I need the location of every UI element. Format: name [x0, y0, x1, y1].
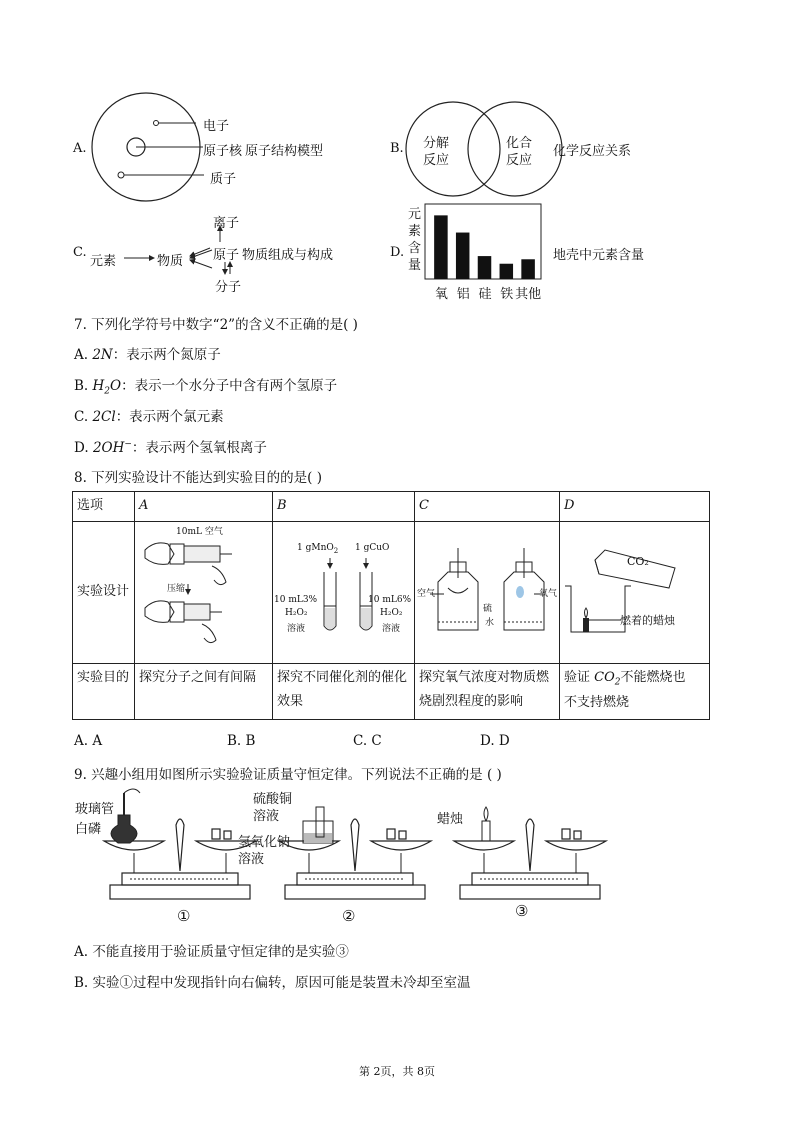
- label-element: 元素: [90, 254, 117, 269]
- chart-ylabel-1: 元: [408, 207, 422, 222]
- q8-stem: 8. 下列实验设计不能达到实验目的的是( ): [74, 470, 322, 486]
- chart-ylabel-3: 含: [408, 241, 422, 256]
- fig1-glass-tube: 玻璃管: [75, 802, 115, 817]
- balance-2-weight-1: [387, 829, 395, 839]
- option-a-letter: A.: [73, 141, 87, 156]
- fig-d-gas: CO₂: [627, 555, 649, 568]
- venn-title: 化学反应关系: [553, 144, 632, 159]
- bar-category-label: 氧: [434, 287, 448, 302]
- atom-model-diagram: [91, 89, 211, 209]
- header-b: B: [273, 492, 415, 522]
- goal-d: 验证 $CO_2$不能燃烧也 不支持燃烧: [560, 663, 710, 719]
- fig2-cuso4-1: 硫酸铜: [253, 792, 293, 807]
- bar-category-label: 其他: [515, 287, 542, 302]
- option-b-letter: B.: [390, 141, 404, 156]
- q7-stem: 7. 下列化学符号中数字“2”的含义不正确的是( ): [74, 317, 358, 333]
- row-goal-label: 实验目的: [73, 663, 135, 719]
- chart-title: 地壳中元素含量: [553, 248, 645, 263]
- venn-right-line1: 化合: [506, 136, 533, 151]
- goal-c: 探究氧气浓度对物质燃烧剧烈程度的影响: [415, 663, 560, 719]
- header-c: C: [415, 492, 560, 522]
- q9-option-b: B. 实验①过程中发现指针向右偏转，原因可能是装置未冷却至室温: [74, 975, 471, 991]
- balance-1-weight-2: [224, 831, 231, 839]
- fig-c-sulfur: 硫: [483, 604, 493, 614]
- label-atom-model-title: 原子结构模型: [245, 144, 324, 159]
- gas-bottles-figure: [430, 548, 550, 638]
- label-ion: 离子: [213, 216, 240, 231]
- fig-c-oxygen: 氧气: [539, 589, 558, 599]
- label-nucleus: 原子核: [203, 144, 243, 159]
- header-d: D: [560, 492, 710, 522]
- fig3-candle: 蜡烛: [437, 812, 464, 827]
- electron-dot: [154, 121, 159, 126]
- header-a: A: [135, 492, 273, 522]
- balance-2-right-pan: [371, 841, 431, 850]
- fig-b-right-bottom-2: H₂O₂: [380, 608, 403, 618]
- bar-4: [521, 259, 535, 279]
- label-atom: 原子: [213, 248, 240, 263]
- bar-category-label: 硅: [478, 287, 492, 302]
- balance-3-pointer: [526, 819, 534, 871]
- composition-arrows: [110, 210, 260, 300]
- fig-d-candle: 燃着的蜡烛: [620, 614, 675, 627]
- bar-category-label: 铁: [500, 287, 514, 302]
- q8-answer-a: A. A: [74, 733, 103, 749]
- q9-stem: 9. 兴趣小组用如图所示实验验证质量守恒定律。下列说法不正确的是 ( ): [74, 767, 502, 783]
- fig-b-left-top: 1 gMnO$_2$: [297, 543, 339, 555]
- fig3-number: ③: [515, 902, 529, 920]
- label-proton: 质子: [210, 172, 237, 187]
- balance-1-weight-1: [212, 829, 220, 839]
- bar-1: [456, 233, 470, 279]
- fig-b-right-top: 1 gCuO: [355, 543, 390, 553]
- label-molecule: 分子: [215, 280, 242, 295]
- chart-ylabel-4: 量: [408, 258, 422, 273]
- q9-option-a: A. 不能直接用于验证质量守恒定律的是实验③: [74, 944, 349, 960]
- fig-b-right-bottom-1: 10 mL6%: [368, 595, 412, 605]
- fig-b-left-bottom-1: 10 mL3%: [274, 595, 318, 605]
- balance-3-weight-2: [574, 831, 581, 839]
- fig2-number: ②: [342, 907, 356, 925]
- q8-answer-c: C. C: [353, 733, 382, 749]
- balance-2-base: [285, 885, 425, 899]
- venn-left-line1: 分解: [423, 136, 450, 151]
- balloon: [124, 789, 140, 793]
- small-tube: [316, 807, 324, 837]
- page-footer: 第 2页，共 8页: [359, 1065, 435, 1078]
- venn-left-line2: 反应: [423, 153, 450, 168]
- balance-3-weight-1: [562, 829, 570, 839]
- test-tubes-figure: [320, 556, 420, 646]
- fig1-white-p: 白磷: [75, 822, 102, 837]
- bar-category-label: 铝: [456, 287, 470, 302]
- label-composition-title: 物质组成与构成: [242, 248, 334, 263]
- candle: [482, 821, 490, 841]
- fig-b-left-bottom-3: 溶液: [287, 624, 306, 634]
- balance-2-weight-2: [399, 831, 406, 839]
- q8-answer-b: B. B: [227, 733, 256, 749]
- fig-a-mid-label: 压缩: [167, 584, 186, 594]
- row-design-label: 实验设计: [73, 521, 135, 663]
- fig-a-top-label: 10mL 空气: [176, 527, 223, 537]
- goal-a: 探究分子之间有间隔: [135, 663, 273, 719]
- goal-b: 探究不同催化剂的催化效果: [273, 663, 415, 719]
- header-option: 选项: [73, 492, 135, 522]
- bar-3: [500, 264, 514, 279]
- fig-b-left-bottom-2: H₂O₂: [285, 608, 308, 618]
- q8-answer-d: D. D: [480, 733, 510, 749]
- balance-2-pointer: [351, 819, 359, 871]
- balance-figures: [90, 785, 730, 915]
- co2-candle-figure: [565, 540, 695, 640]
- fig-c-air: 空气: [417, 589, 436, 599]
- fig2-naoh-2: 溶液: [238, 852, 265, 867]
- balance-1-right-pan: [196, 841, 256, 850]
- balance-1-pointer: [176, 819, 184, 871]
- q7-option-a: A. 2N：表示两个氮原子: [74, 347, 221, 363]
- balance-3-base: [460, 885, 600, 899]
- q7-option-c: C. 2Cl：表示两个氯元素: [74, 409, 224, 425]
- fig2-cuso4-2: 溶液: [253, 809, 280, 824]
- option-c-letter: C.: [73, 245, 87, 260]
- bar-2: [478, 256, 492, 279]
- flame: [484, 807, 488, 821]
- fig-b-right-bottom-3: 溶液: [382, 624, 401, 634]
- balance-1-base: [110, 885, 250, 899]
- label-substance: 物质: [157, 254, 184, 269]
- chart-ylabel-2: 素: [408, 224, 422, 239]
- syringe-figure: [140, 530, 260, 660]
- fig-c-water: 水: [485, 618, 495, 628]
- bar-0: [434, 215, 448, 279]
- fig2-naoh-1: 氢氧化钠: [238, 835, 291, 850]
- q7-option-d: D. 2OH−：表示两个氢氧根离子: [74, 439, 267, 456]
- balance-3-left-pan: [454, 841, 514, 850]
- fig1-number: ①: [177, 907, 191, 925]
- balance-3-right-pan: [546, 841, 606, 850]
- q7-option-b: B. $H_2O$：表示一个水分子中含有两个氢原子: [74, 378, 338, 397]
- balance-1-left-pan: [104, 841, 164, 850]
- proton-dot: [118, 172, 124, 178]
- option-d-letter: D.: [390, 245, 405, 260]
- label-electron: 电子: [203, 119, 230, 134]
- flask: [111, 815, 137, 843]
- venn-right-line2: 反应: [506, 153, 533, 168]
- beaker-liquid: [304, 833, 332, 843]
